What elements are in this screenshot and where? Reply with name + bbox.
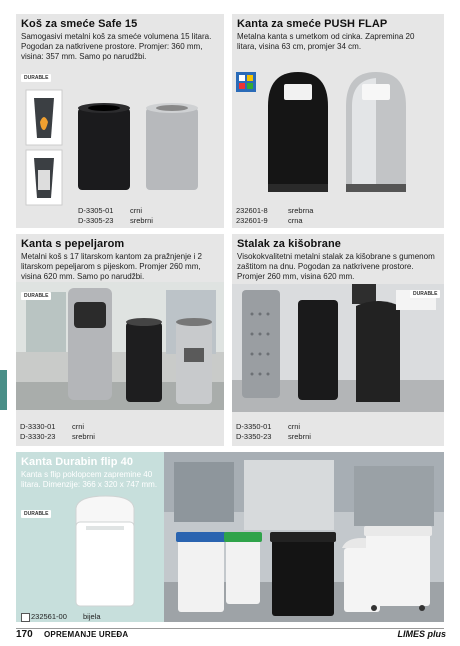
description-line: visina: 357 mm. Samo po narudžbi. xyxy=(21,52,147,61)
durable-brand-badge: DURABLE xyxy=(410,290,440,298)
description-line: visina 620 mm. Samo po narudžbi. xyxy=(21,272,145,281)
product-code: D-3330-23 xyxy=(20,432,56,441)
product-description xyxy=(237,252,435,282)
code-row xyxy=(78,206,153,216)
product-title: Kanta za smeće PUSH FLAP xyxy=(237,18,388,30)
description-line: Samogasivi metalni koš za smeće volumena 15 litara. xyxy=(21,32,212,41)
description-line: Metalna kanta s umetkom od cinka. Zapremina 20 xyxy=(237,32,415,41)
product-variant: crni xyxy=(288,422,301,431)
product-card-safe15 xyxy=(16,14,224,228)
product-card-pushflap xyxy=(232,14,444,228)
product-codes xyxy=(78,206,153,226)
product-code: D-3350-01 xyxy=(236,422,272,431)
description-line: Kanta s flip poklopcem zapremine 40 xyxy=(21,470,153,479)
description-line: Metalni koš s 17 litarskom kantom za pražnjenje i 2 xyxy=(21,252,202,261)
section-name: OPREMANJE UREĐA xyxy=(44,630,129,639)
durable-brand-badge: DURABLE xyxy=(21,292,51,300)
product-variant: srebrna xyxy=(288,206,314,215)
durabin-flip40-product-photo xyxy=(72,492,142,610)
product-codes xyxy=(236,422,311,442)
product-variant: bijela xyxy=(83,612,101,621)
code-row xyxy=(20,432,95,442)
pushflap-product-photo xyxy=(232,66,444,202)
product-title: Koš za smeće Safe 15 xyxy=(21,18,138,30)
description-line: litara, visina 63 cm, promjer 34 cm. xyxy=(237,42,362,51)
code-row xyxy=(236,422,311,432)
product-description xyxy=(21,252,202,282)
product-code: D-3305-01 xyxy=(78,206,114,215)
durable-brand-badge: DURABLE xyxy=(21,74,51,82)
product-card-ashtray-bin xyxy=(16,234,224,446)
brand-logo: LIMES plus xyxy=(397,629,446,639)
product-variant: crni xyxy=(130,206,143,215)
product-title: Stalak za kišobrane xyxy=(237,238,342,250)
product-code: D-3350-23 xyxy=(236,432,272,441)
description-line: litarskom pepeljarom s pijeskom. Promjer 260 mm, xyxy=(21,262,201,271)
product-code: D-3305-23 xyxy=(78,216,114,225)
description-line: Pogodan za natkrivene prostore. Promjer: 360 mm, xyxy=(21,42,203,51)
product-code: 232601-8 xyxy=(236,206,268,215)
product-card-umbrella-stand xyxy=(232,234,444,446)
safe15-product-photo xyxy=(16,86,224,216)
code-row xyxy=(31,612,101,622)
code-row xyxy=(236,206,313,216)
description-line: Visokokvalitetni metalni stalak za kišobrane s gumenom xyxy=(237,252,435,261)
order-checkbox[interactable] xyxy=(21,613,30,622)
ashtray-bin-product-photo xyxy=(16,282,224,410)
side-tab-marker xyxy=(0,370,7,410)
description-line: Promjer 260 mm, visina 620 mm. xyxy=(237,272,355,281)
code-row xyxy=(78,216,153,226)
product-variant: srebrni xyxy=(72,432,95,441)
product-codes xyxy=(31,612,101,622)
product-title: Kanta s pepeljarom xyxy=(21,238,125,250)
code-row xyxy=(236,216,313,226)
product-title: Kanta Durabin flip 40 xyxy=(21,456,134,468)
durabin-scene-photo xyxy=(164,452,444,622)
umbrella-stand-product-photo xyxy=(232,284,444,412)
product-variant: srebrni xyxy=(288,432,311,441)
product-description xyxy=(21,470,157,490)
product-description xyxy=(21,32,211,62)
product-variant: crna xyxy=(288,216,303,225)
product-description xyxy=(237,32,414,52)
product-variant: srebrni xyxy=(130,216,153,225)
product-variant: crni xyxy=(72,422,85,431)
code-row xyxy=(236,432,311,442)
product-code: 232561-00 xyxy=(31,612,67,621)
product-code: 232601-9 xyxy=(236,216,268,225)
code-row xyxy=(20,422,95,432)
description-line: litara. Dimenzije: 366 x 320 x 747 mm. xyxy=(21,480,158,489)
durable-brand-badge: DURABLE xyxy=(21,510,51,518)
description-line: zaštitom na dnu. Pogodan za natkrivene prostore. xyxy=(237,262,414,271)
footer-divider xyxy=(16,628,444,629)
product-code: D-3330-01 xyxy=(20,422,56,431)
product-card-durabin-flip40 xyxy=(16,452,164,622)
product-codes xyxy=(236,206,313,226)
page-number: 170 xyxy=(16,629,33,640)
page-footer xyxy=(0,627,460,646)
product-codes xyxy=(20,422,95,442)
